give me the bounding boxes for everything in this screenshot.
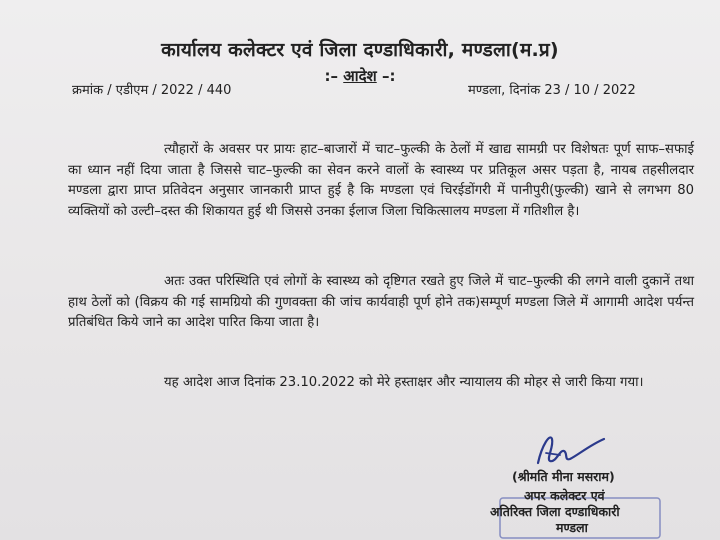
designation-line-2: अतिरिक्त जिला दण्डाधिकारी bbox=[490, 504, 620, 519]
order-title-prefix: :– bbox=[324, 67, 344, 85]
order-title-suffix: –: bbox=[376, 67, 396, 85]
body-paragraph-3: यह आदेश आज दिनांक 23.10.2022 को मेरे हस्ताक्षर और न्यायालय की मोहर से जारी किया गया। bbox=[164, 375, 644, 390]
designation-line-1: अपर कलेक्टर एवं bbox=[524, 488, 605, 503]
body-paragraph-2: अतः उक्त परिस्थिति एवं लोगों के स्वास्थ्य को दृष्टिगत रखते हुए जिले में चाट–फुल्की की लगने वाली दुकानें तथा हाथ ठेलों को (विक्रय की गई सामग्रियो की गुणवक्ता की जांच कार्यवाही पूर्ण होने तक)सम्पूर्ण मण्डला जिले में आगामी आदेश पर्यन्त प्रतिबंधित किये जाने का आदेश पारित किया जाता है। bbox=[68, 274, 694, 330]
place-date: मण्डला, दिनांक 23 / 10 / 2022 bbox=[468, 83, 636, 98]
order-title-word: आदेश bbox=[343, 67, 377, 85]
reference-number: क्रमांक / एडीएम / 2022 / 440 bbox=[72, 83, 232, 98]
office-heading: कार्यालय कलेक्टर एवं जिला दण्डाधिकारी, मण्डला(म.प्र) bbox=[161, 39, 559, 61]
body-paragraph-1: त्यौहारों के अवसर पर प्रायः हाट–बाजारों में चाट–फुल्की के ठेलों में खाद्य सामग्री पर विशेषतः पूर्ण साफ–सफाई का ध्यान नहीं दिया जाता है जिससे चाट–फुल्की का सेवन करने वालों के स्वास्थ्य पर प्रतिकूल असर पड़ता है, नायब तहसीलदार मण्डला द्वारा प्राप्त प्रतिवेदन अनुसार जानकारी प्राप्त हुई है कि मण्डला एवं चिरईडोंगरी में पानीपुरी(फुल्की) खाने से लगभग 80 व्यक्तियों को उल्टी–दस्त की शिकायत हुई थी जिससे उनका ईलाज जिला चिकित्सालय मण्डला में गतिशील है। bbox=[68, 142, 694, 219]
signatory-name: (श्रीमति मीना मसराम) bbox=[512, 469, 615, 484]
designation-line-3: मण्डला bbox=[556, 520, 588, 535]
